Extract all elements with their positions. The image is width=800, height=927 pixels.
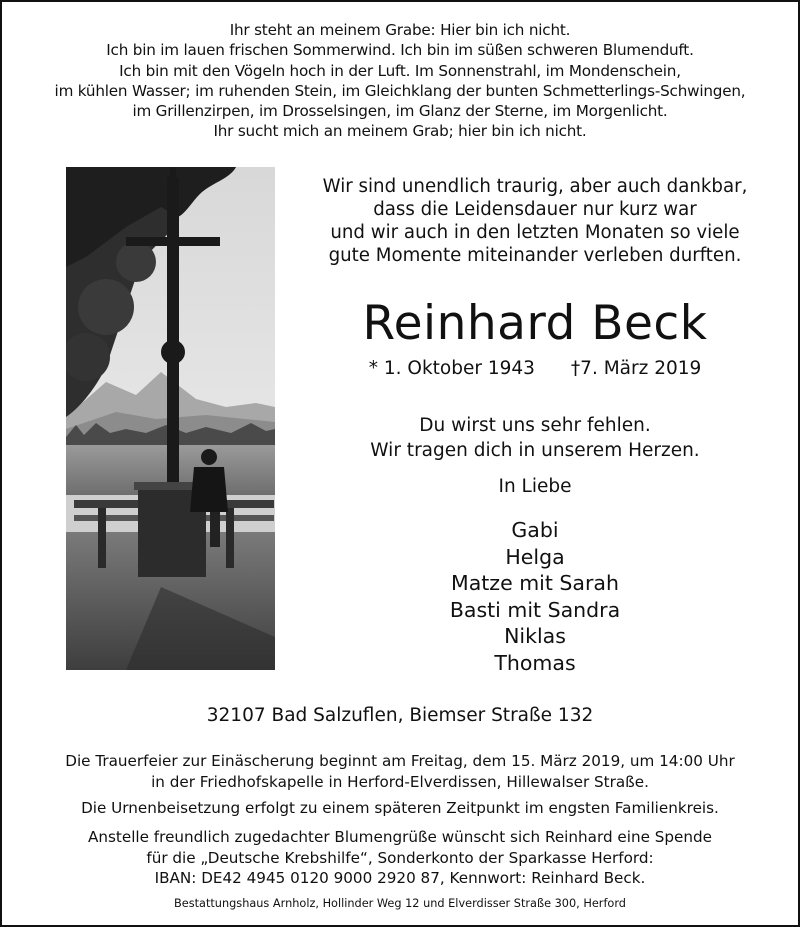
family-list xyxy=(300,517,770,677)
funeral-home-footer: Bestattungshaus Arnholz, Hollinder Weg 12 und Elverdisser Straße 300, Herford xyxy=(174,897,626,910)
notice-line: in der Friedhofskapelle in Herford-Elverdissen, Hillewalser Straße. xyxy=(151,772,649,791)
poem-line: Ich bin im lauen frischen Sommerwind. Ich bin im süßen schweren Blumenduft. xyxy=(106,41,694,60)
death-date: †7. März 2019 xyxy=(570,358,702,379)
family-member: Matze mit Sarah xyxy=(451,571,619,596)
notice-line: IBAN: DE42 4945 0120 9000 2920 87, Kennwort: Reinhard Beck. xyxy=(154,869,646,887)
message-line: und wir auch in den letzten Monaten so viele xyxy=(330,222,740,243)
family-member: Thomas xyxy=(494,650,576,675)
message-line: dass die Leidensdauer nur kurz war xyxy=(373,199,697,220)
notice-line: Anstelle freundlich zugedachter Blumengrüße wünscht sich Reinhard eine Spende xyxy=(87,828,713,846)
deceased-name: Reinhard Beck xyxy=(362,296,708,351)
wish-line: Du wirst uns sehr fehlen. xyxy=(419,415,651,436)
family-member: Gabi xyxy=(511,518,559,542)
life-dates xyxy=(300,357,770,381)
notice-line: Die Trauerfeier zur Einäscherung beginnt am Freitag, dem 15. März 2019, um 14:00 Uhr xyxy=(65,752,735,770)
address: 32107 Bad Salzuflen, Biemser Straße 132 xyxy=(206,705,594,726)
message xyxy=(300,175,770,267)
wish-line: Wir tragen dich in unserem Herzen. xyxy=(370,440,700,461)
family-member: Niklas xyxy=(504,624,566,649)
funeral-notice xyxy=(30,751,770,792)
poem-line: im Grillenzirpen, im Drosselsingen, im Glanz der Sterne, im Morgenlicht. xyxy=(132,102,668,121)
poem-line: Ich bin mit den Vögeln hoch in der Luft. Im Sonnenstrahl, im Mondenschein, xyxy=(119,61,681,80)
notice-line: für die „Deutsche Krebshilfe“, Sonderkonto der Sparkasse Herford: xyxy=(146,848,654,867)
poem-line: Ihr steht an meinem Grabe: Hier bin ich nicht. xyxy=(229,21,571,39)
poem-line: im kühlen Wasser; im ruhenden Stein, im Gleichklang der bunten Schmetterlings-Schwingen, xyxy=(54,81,746,100)
donation-notice xyxy=(30,827,770,889)
family-member: Basti mit Sandra xyxy=(449,597,621,622)
poem xyxy=(30,20,770,142)
family-member: Helga xyxy=(505,544,565,569)
memorial-photo xyxy=(66,167,275,670)
message-line: Wir sind unendlich traurig, aber auch dankbar, xyxy=(322,176,748,197)
farewell-wish xyxy=(300,413,770,463)
birth-date: * 1. Oktober 1943 xyxy=(368,358,535,379)
message-line: gute Momente miteinander verleben durften. xyxy=(328,245,742,266)
urn-notice: Die Urnenbeisetzung erfolgt zu einem späteren Zeitpunkt im engsten Familienkreis. xyxy=(81,799,719,817)
in-love-label: In Liebe xyxy=(498,476,572,497)
poem-line: Ihr sucht mich an meinem Grab; hier bin ich nicht. xyxy=(213,122,587,141)
